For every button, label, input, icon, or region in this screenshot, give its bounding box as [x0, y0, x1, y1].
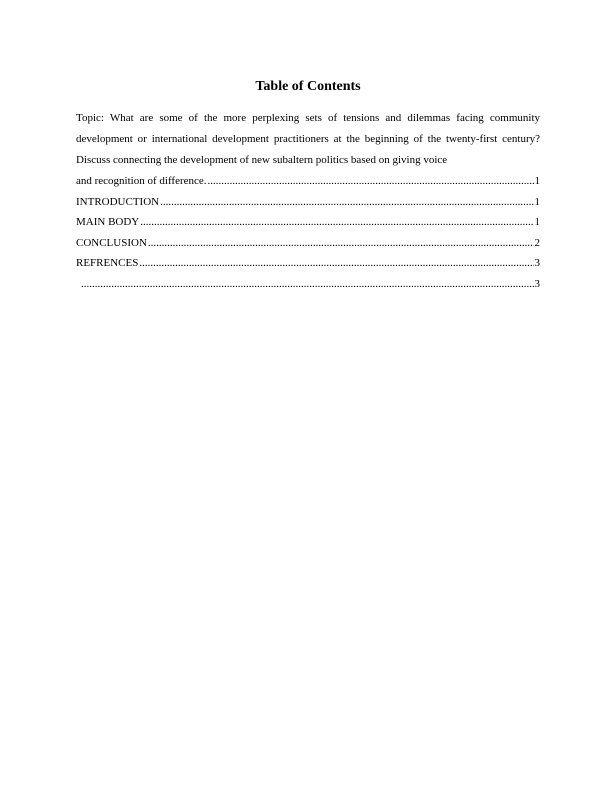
toc-entry-label: INTRODUCTION	[76, 195, 160, 208]
toc-entry-label: MAIN BODY	[76, 216, 140, 228]
dot-leader	[160, 192, 533, 213]
toc-page-number: 3	[534, 277, 540, 290]
toc-entry-topic[interactable]	[76, 108, 540, 192]
toc-page-number: 1	[534, 175, 540, 187]
dot-leader	[208, 171, 534, 192]
toc-entry-references[interactable]	[76, 253, 540, 274]
toc-entry-main-body[interactable]	[76, 212, 540, 233]
toc-page-number: 2	[534, 236, 540, 249]
dot-leader	[81, 274, 534, 295]
dot-leader	[140, 212, 533, 233]
toc-entry-topic-text: Topic: What are some of the more perplexing sets of tensions and dilemmas facing community development or international development practitioners at the beginning of the twenty-first century? Discuss connecting the development of new subaltern politics based on giving voice	[76, 112, 540, 166]
toc-entry-label: CONCLUSION	[76, 236, 147, 249]
toc-page-number: 1	[534, 195, 540, 208]
toc-entry-unnamed[interactable]	[76, 274, 540, 295]
dot-leader	[139, 253, 533, 274]
table-of-contents	[76, 108, 540, 294]
toc-entry-introduction[interactable]	[76, 192, 540, 213]
toc-entry-topic-last-line	[76, 171, 540, 192]
toc-entry-topic-last-text: and recognition of difference.	[76, 175, 207, 187]
toc-entry-conclusion[interactable]	[76, 233, 540, 254]
dot-leader	[148, 233, 534, 254]
toc-page-number: 3	[534, 257, 540, 269]
toc-page-number: 1	[534, 216, 540, 228]
toc-entry-label: REFRENCES	[76, 257, 139, 269]
toc-heading: Table of Contents	[255, 79, 361, 94]
